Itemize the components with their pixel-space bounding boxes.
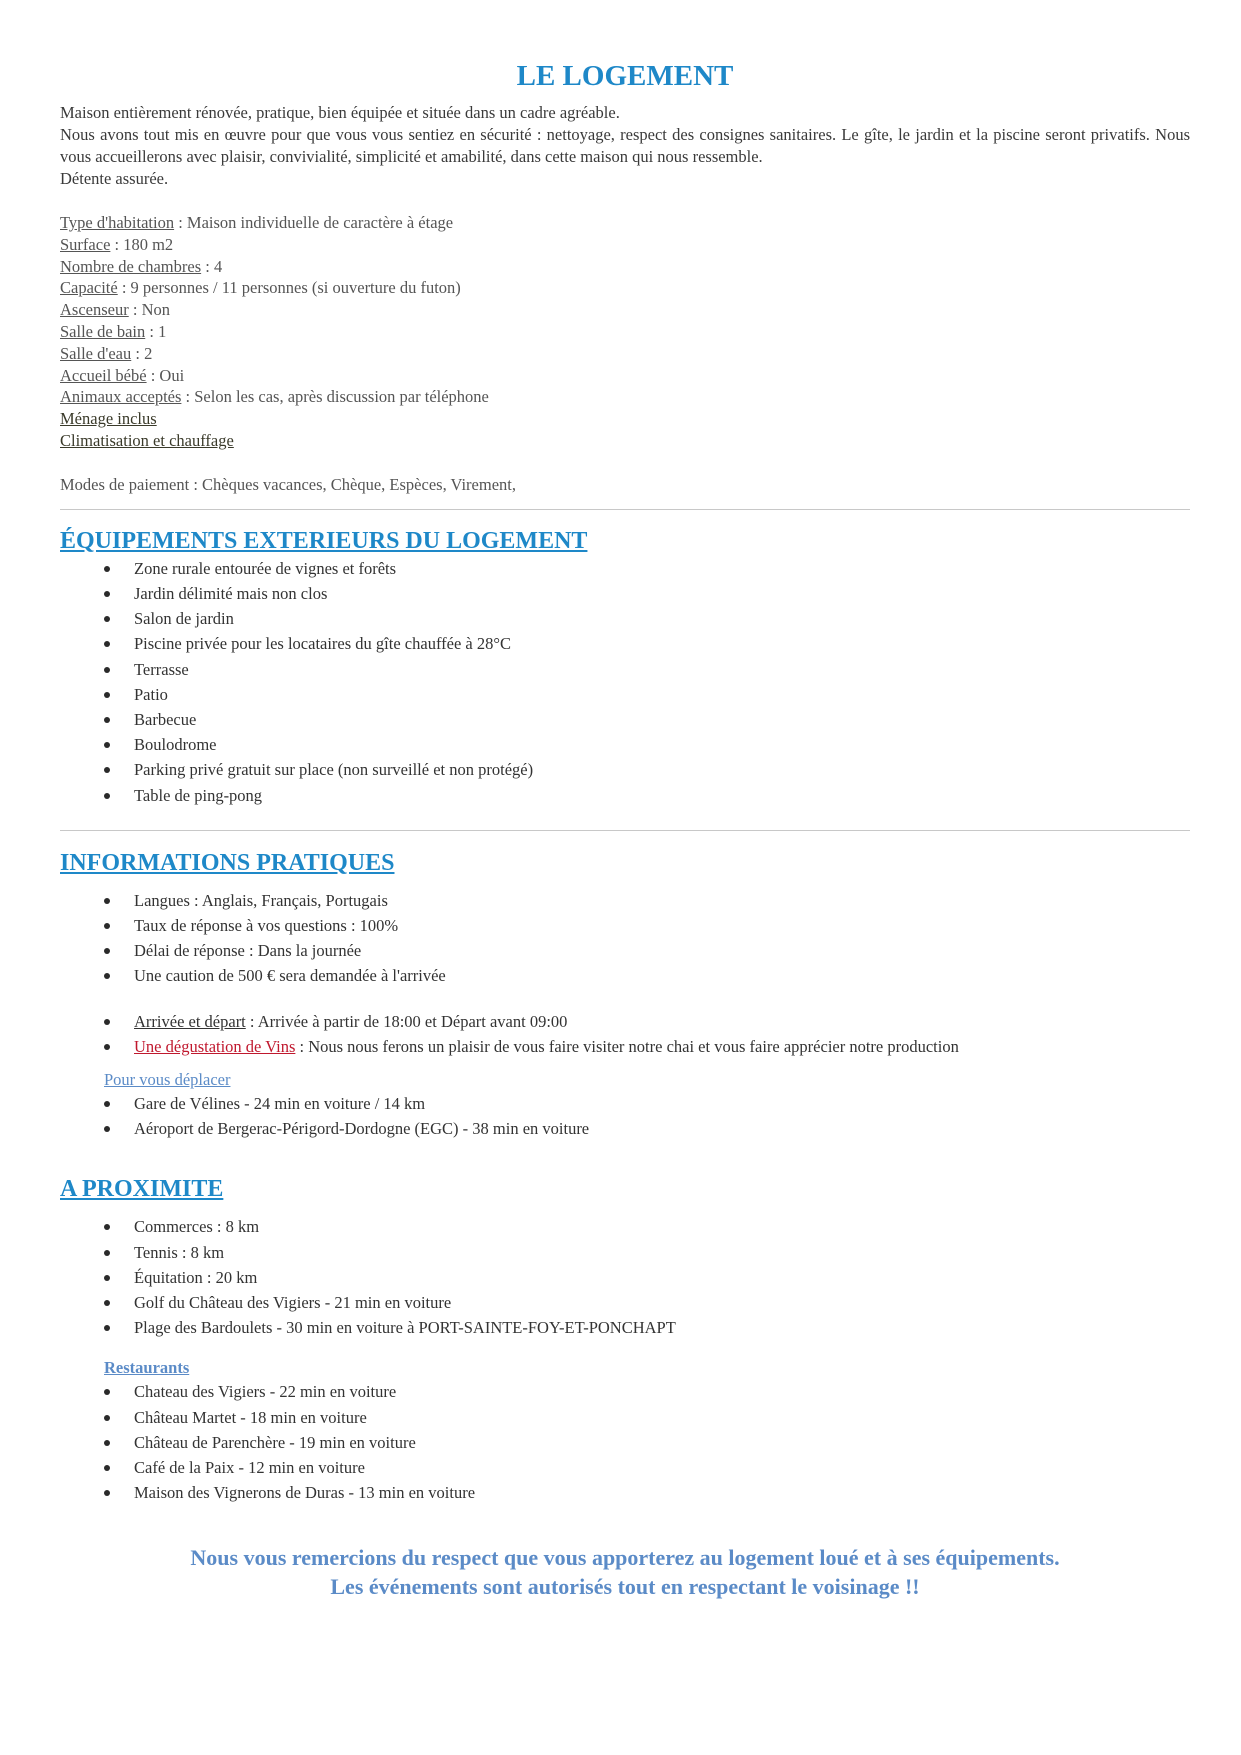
wine-tasting-link[interactable]: Une dégustation de Vins bbox=[134, 1036, 296, 1056]
spec-row bbox=[60, 299, 1190, 321]
bullet-icon bbox=[104, 767, 110, 773]
list-item: Golf du Château des Vigiers - 21 min en voiture bbox=[104, 1290, 1190, 1315]
arrival-label: Arrivée et départ bbox=[134, 1011, 246, 1031]
list-item: Barbecue bbox=[104, 707, 1190, 732]
spec-label: Nombre de chambres bbox=[60, 256, 202, 276]
list-item: Jardin délimité mais non clos bbox=[104, 581, 1190, 606]
bullet-icon bbox=[104, 793, 110, 799]
spec-label: Salle de bain bbox=[60, 321, 146, 341]
spec-row bbox=[60, 234, 1190, 256]
bullet-icon bbox=[104, 1300, 110, 1306]
spec-value: : Maison individuelle de caractère à étage bbox=[174, 213, 454, 232]
list-item: Langues : Anglais, Français, Portugais bbox=[104, 888, 1190, 913]
list-item: Équitation : 20 km bbox=[104, 1265, 1190, 1290]
bullet-icon bbox=[104, 1415, 110, 1421]
property-specs bbox=[60, 212, 1190, 452]
list-item: Plage des Bardoulets - 30 min en voiture à PORT-SAINTE-FOY-ET-PONCHAPT bbox=[104, 1315, 1190, 1340]
bullet-icon bbox=[104, 1101, 110, 1107]
bullet-icon bbox=[104, 973, 110, 979]
spec-row bbox=[60, 365, 1190, 387]
bullet-icon bbox=[104, 616, 110, 622]
list-item: Tennis : 8 km bbox=[104, 1240, 1190, 1265]
extra-label: Climatisation et chauffage bbox=[60, 430, 234, 450]
page-title: LE LOGEMENT bbox=[516, 60, 734, 92]
intro-paragraph bbox=[60, 102, 1190, 190]
bullet-icon bbox=[104, 948, 110, 954]
bullet-icon bbox=[104, 566, 110, 572]
list-item: Gare de Vélines - 24 min en voiture / 14 km bbox=[104, 1091, 1190, 1116]
bullet-icon bbox=[104, 1440, 110, 1446]
bullet-icon bbox=[104, 717, 110, 723]
proximite-list bbox=[60, 1214, 1190, 1340]
list-item: Arrivée et départ : Arrivée à partir de 18:00 et Départ avant 09:00 bbox=[104, 1009, 1190, 1034]
list-item: Une dégustation de Vins : Nous nous ferons un plaisir de vous faire visiter notre chai et vous faire apprécier notre production bbox=[104, 1034, 1190, 1059]
bullet-icon bbox=[104, 1044, 110, 1050]
extra-label: Ménage inclus bbox=[60, 409, 157, 429]
divider bbox=[60, 509, 1190, 510]
bullet-icon bbox=[104, 923, 110, 929]
spec-label: Surface bbox=[60, 234, 111, 254]
bullet-icon bbox=[104, 898, 110, 904]
bullet-icon bbox=[104, 742, 110, 748]
spec-label: Ascenseur bbox=[60, 300, 129, 320]
list-item: Patio bbox=[104, 682, 1190, 707]
spec-label: Capacité bbox=[60, 278, 118, 298]
spec-label: Salle d'eau bbox=[60, 343, 132, 363]
spec-value: : 180 m2 bbox=[110, 234, 174, 254]
spec-label: Animaux acceptés bbox=[60, 387, 182, 407]
spec-value: : 9 personnes / 11 personnes (si ouverture du futon) bbox=[117, 278, 461, 298]
list-item: Table de ping-pong bbox=[104, 783, 1190, 808]
divider bbox=[60, 830, 1190, 831]
list-item: Piscine privée pour les locataires du gîte chauffée à 28°C bbox=[104, 631, 1190, 656]
spec-row bbox=[60, 212, 1190, 234]
bullet-icon bbox=[104, 692, 110, 698]
spec-label: Accueil bébé bbox=[60, 365, 147, 385]
bullet-icon bbox=[104, 1490, 110, 1496]
spec-row bbox=[60, 343, 1190, 365]
list-item: Aéroport de Bergerac-Périgord-Dordogne (EGC) - 38 min en voiture bbox=[104, 1116, 1190, 1141]
bullet-icon bbox=[104, 1126, 110, 1132]
payment-methods: Modes de paiement : Chèques vacances, Chèque, Espèces, Virement, bbox=[60, 474, 516, 494]
extra-item bbox=[60, 408, 1190, 430]
restaurants-link[interactable]: Restaurants bbox=[104, 1358, 190, 1378]
list-item: Boulodrome bbox=[104, 732, 1190, 757]
spec-row bbox=[60, 321, 1190, 343]
section-heading-equipements: ÉQUIPEMENTS EXTERIEURS DU LOGEMENT bbox=[60, 527, 588, 554]
list-item: Château Martet - 18 min en voiture bbox=[104, 1405, 1190, 1430]
bullet-icon bbox=[104, 667, 110, 673]
spec-label: Type d'habitation bbox=[60, 213, 175, 232]
spec-value: : 1 bbox=[145, 321, 167, 341]
transport-link[interactable]: Pour vous déplacer bbox=[104, 1070, 231, 1090]
section-heading-infos: INFORMATIONS PRATIQUES bbox=[60, 849, 395, 876]
restaurants-list bbox=[60, 1379, 1190, 1505]
bullet-icon bbox=[104, 1250, 110, 1256]
spec-row bbox=[60, 386, 1190, 408]
closing-message bbox=[60, 1543, 1190, 1601]
spec-value: : Selon les cas, après discussion par téléphone bbox=[181, 387, 489, 407]
intro-line: Nous avons tout mis en œuvre pour que vous vous sentiez en sécurité : nettoyage, respect des consignes sanitaires. Le gîte, le jardin et la piscine seront privatifs. Nous vous accueillerons avec plaisir, convivialité, simplicité et amabilité, dans cette maison qui nous ressemble. bbox=[60, 125, 1190, 166]
list-item: Délai de réponse : Dans la journée bbox=[104, 938, 1190, 963]
spec-value: : 2 bbox=[131, 343, 153, 363]
spec-value: : Oui bbox=[146, 365, 185, 385]
bullet-icon bbox=[104, 1465, 110, 1471]
list-item: Taux de réponse à vos questions : 100% bbox=[104, 913, 1190, 938]
bullet-icon bbox=[104, 591, 110, 597]
transport-list bbox=[60, 1091, 1190, 1141]
list-item: Parking privé gratuit sur place (non surveillé et non protégé) bbox=[104, 757, 1190, 782]
list-item: Chateau des Vigiers - 22 min en voiture bbox=[104, 1379, 1190, 1404]
spec-row bbox=[60, 256, 1190, 278]
list-item: Salon de jardin bbox=[104, 606, 1190, 631]
spec-value: : Non bbox=[128, 300, 170, 320]
list-item: Maison des Vignerons de Duras - 13 min en voiture bbox=[104, 1480, 1190, 1505]
bullet-icon bbox=[104, 641, 110, 647]
equipements-list bbox=[60, 556, 1190, 808]
list-item: Zone rurale entourée de vignes et forêts bbox=[104, 556, 1190, 581]
bullet-icon bbox=[104, 1019, 110, 1025]
list-item: Café de la Paix - 12 min en voiture bbox=[104, 1455, 1190, 1480]
section-heading-proximite: A PROXIMITE bbox=[60, 1176, 224, 1203]
bullet-icon bbox=[104, 1389, 110, 1395]
document-page bbox=[60, 58, 1190, 1601]
arrival-list bbox=[60, 1009, 1190, 1059]
intro-line: Détente assurée. bbox=[60, 169, 169, 188]
closing-line: Nous vous remercions du respect que vous apporterez au logement loué et à ses équipements. bbox=[190, 1545, 1060, 1571]
spec-value: : 4 bbox=[201, 256, 223, 276]
bullet-icon bbox=[104, 1325, 110, 1331]
list-item: Terrasse bbox=[104, 657, 1190, 682]
closing-line: Les événements sont autorisés tout en respectant le voisinage !! bbox=[330, 1574, 920, 1600]
bullet-icon bbox=[104, 1275, 110, 1281]
list-item: Château de Parenchère - 19 min en voiture bbox=[104, 1430, 1190, 1455]
spec-row bbox=[60, 277, 1190, 299]
intro-line: Maison entièrement rénovée, pratique, bien équipée et située dans un cadre agréable. bbox=[60, 103, 620, 122]
list-item: Commerces : 8 km bbox=[104, 1214, 1190, 1239]
infos-list bbox=[60, 888, 1190, 989]
extra-item bbox=[60, 430, 1190, 452]
bullet-icon bbox=[104, 1224, 110, 1230]
list-item: Une caution de 500 € sera demandée à l'arrivée bbox=[104, 963, 1190, 988]
